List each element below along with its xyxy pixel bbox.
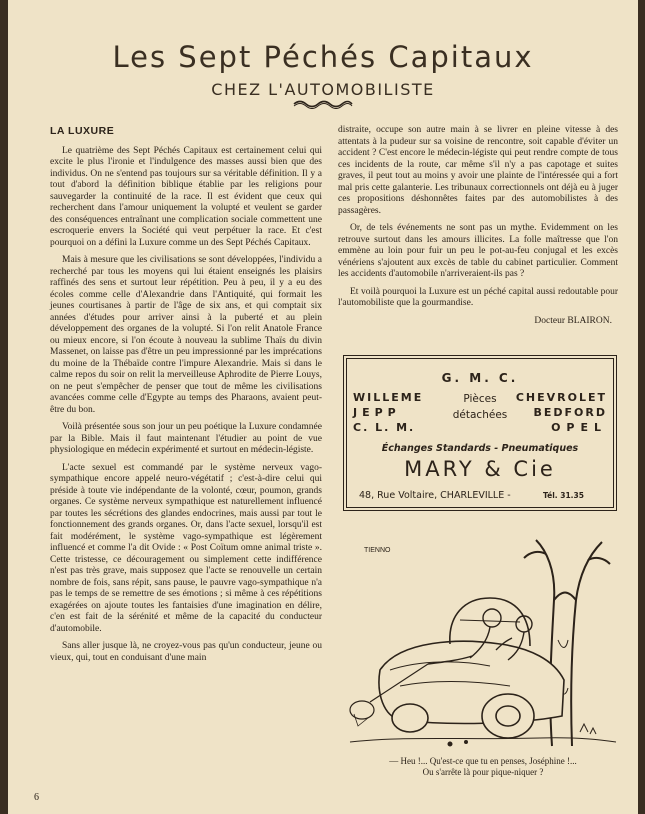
ad-phone: Tél. 31.35 bbox=[543, 491, 584, 500]
ad-brand-bedford: BEDFORD bbox=[533, 406, 607, 419]
page-subtitle: CHEZ L'AUTOMOBILISTE bbox=[211, 80, 435, 99]
magazine-page bbox=[8, 0, 638, 814]
article-left-column bbox=[50, 126, 322, 670]
ad-brand-clm: C. L. M. bbox=[353, 421, 416, 434]
page-title: Les Sept Péchés Capitaux bbox=[112, 40, 534, 74]
ground-lines bbox=[350, 724, 616, 746]
ad-company-name: MARY & Cie bbox=[404, 457, 556, 481]
ad-address: 48, Rue Voltaire, CHARLEVILLE - bbox=[359, 490, 511, 501]
paragraph: Mais à mesure que les civilisations se sont développées, l'individu a recherché par tous les moyens qui lui étaient enseignés les plaisirs raffinés des sens et surtout leur répétition. Peu à peu, il y a eu des écoles comme celle d'Alexandrie dans l'Antiquité, qui formait les jeunes courtisanes à partir de l'âge de six ans, et qui comptait six années d'études pour arriver ainsi à la puberté et au plein développement des organes de la volupté. Si l'on relit Anatole France ou mieux encore, si l'on écoute à nouveau la sublime Thaïs du divin Massenet, on laisse pas d'être un peu impressionné par les imprécations du moine de la Thébaïde contre l'impure Alexandrie. Mais si dans le calme repos du soir on relit la merveilleuse Aphrodite de Pierre Louys, on ne peut s'empêcher de penser que tout de même les civilisations avancées comme celle d'Egypte au temps des Pharaons, avaient peut-être du bon. bbox=[50, 255, 322, 415]
car-icon bbox=[379, 598, 564, 738]
paragraph: Le quatrième des Sept Péchés Capitaux est certainement celui qui excite le plus l'ironie et l'indulgence des masses aussi bien que des individus. On ne s'entend pas toujours sur sa véritable définition. Il y a tout d'abord la définition biblique établie par les religions pour sauvegarder la continuité de la race. Il est évident que ceux qui recherchent dans l'amour uniquement la volupté et veulent se garder des conséquences entraînant une complication sociale commettent une escroquerie envers la Société qui veut perpétuer la race. Et c'est pourquoi on a défini la Luxure comme un des Sept Péchés Capitaux. bbox=[50, 145, 322, 248]
caption-line-1: — Heu !... Qu'est-ce que tu en penses, Joséphine !... bbox=[389, 756, 577, 766]
cartoon-illustration bbox=[340, 520, 620, 752]
ad-brand-opel: OPEL bbox=[551, 421, 607, 434]
paragraph: Et voilà pourquoi la Luxure est un péché capital aussi redoutable pour l'automobiliste que la gourmandise. bbox=[338, 286, 618, 308]
ad-detachees: détachées bbox=[452, 409, 508, 421]
section-heading: LA LUXURE bbox=[50, 125, 115, 137]
article-right-column bbox=[338, 125, 618, 327]
cartoon-artist-signature: TIENNO bbox=[364, 547, 391, 554]
author-signature: Docteur BLAIRON. bbox=[534, 315, 612, 326]
ad-gmc: G. M. C. bbox=[441, 371, 519, 385]
paragraph: distraite, occupe son autre main à se livrer en pleine vitesse à des attentats à la pudeur sur sa voisine de rencontre, soit capable d'éviter un accident ? C'est encore le médecin-légiste qui peut rendre compte de tous ces incidents de la route, car même s'il n'y a pas capotage et suites graves, il peut tout au moins y avoir une plainte de l'intéressée qui a fort mal pris cette galanterie. Les tribunaux correctionnels ont déjà eu à juger ces propositions déshonnêtes faites par des automobilistes à des passagères. bbox=[338, 125, 618, 216]
paragraph: Or, de tels événements ne sont pas un mythe. Evidemment on les retrouve surtout dans les amours illicites. La folle maîtresse que l'on emmène au loin pour fuir un peu le pot-au-feu conjugal et les excès vénériens s'ajoutent aux excès de table du cabinet particulier. Comment les accidents d'automobile n'arriveraient-ils pas ? bbox=[338, 223, 618, 279]
ad-tagline: Échanges Standards - Pneumatiques bbox=[381, 443, 579, 454]
paragraph: L'acte sexuel est commandé par le système nerveux vago-sympathique encore appelé neuro-végétatif ; c'est-à-dire celui qui préside à toute vie indépendante de la volonté, cœur, poumon, grands organes. Ce système nerveux sympathique est naturellement influencé par toutes les sécrétions des glandes endocrines, mais aussi par tout le fonctionnement des grands organes. Or, dans l'acte sexuel, lorsqu'il est fait modérément, le système vago-sympathique est légèrement influencé et comme l'a dit Ovide : « Post Coïtum omne animal triste ». Cette tristesse, ce découragement ou simplement cette indifférence n'est pas très grave, mais supposez que l'acte se renouvelle un certain nombre de fois, sans répit, sans pause, le pauvre vago-sympathique n'a pas le temps de se remettre de ses émotions ; si même à ces répétitions exagérées on ajoute toutes les fantaisies d'une imagination en délire, c'en est fait de la sérénité et même de la capacité du conducteur d'automobile. bbox=[50, 462, 322, 634]
ad-brand-jepp: JEPP bbox=[353, 406, 401, 419]
ad-pieces: Pièces bbox=[463, 393, 497, 405]
ad-brand-chevrolet: CHEVROLET bbox=[515, 391, 607, 404]
ornament-divider bbox=[292, 99, 354, 109]
paragraph: Voilà présentée sous son jour un peu poétique la Luxure condamnée par la Bible. Mais il faut maintenant l'étudier au point de vue physiologique en médecin expérimenté et surtout en médecin-légiste. bbox=[50, 422, 322, 455]
caption-line-2: Ou s'arrête là pour pique-niquer ? bbox=[422, 767, 544, 777]
ad-brand-willeme: WILLEME bbox=[353, 391, 424, 404]
cartoon-caption bbox=[348, 756, 618, 778]
page-number: 6 bbox=[34, 792, 39, 803]
paragraph: Sans aller jusque là, ne croyez-vous pas qu'un conducteur, jeune ou vieux, qui, tout en conduisant d'une main bbox=[50, 641, 322, 663]
advertisement-box bbox=[346, 358, 614, 508]
